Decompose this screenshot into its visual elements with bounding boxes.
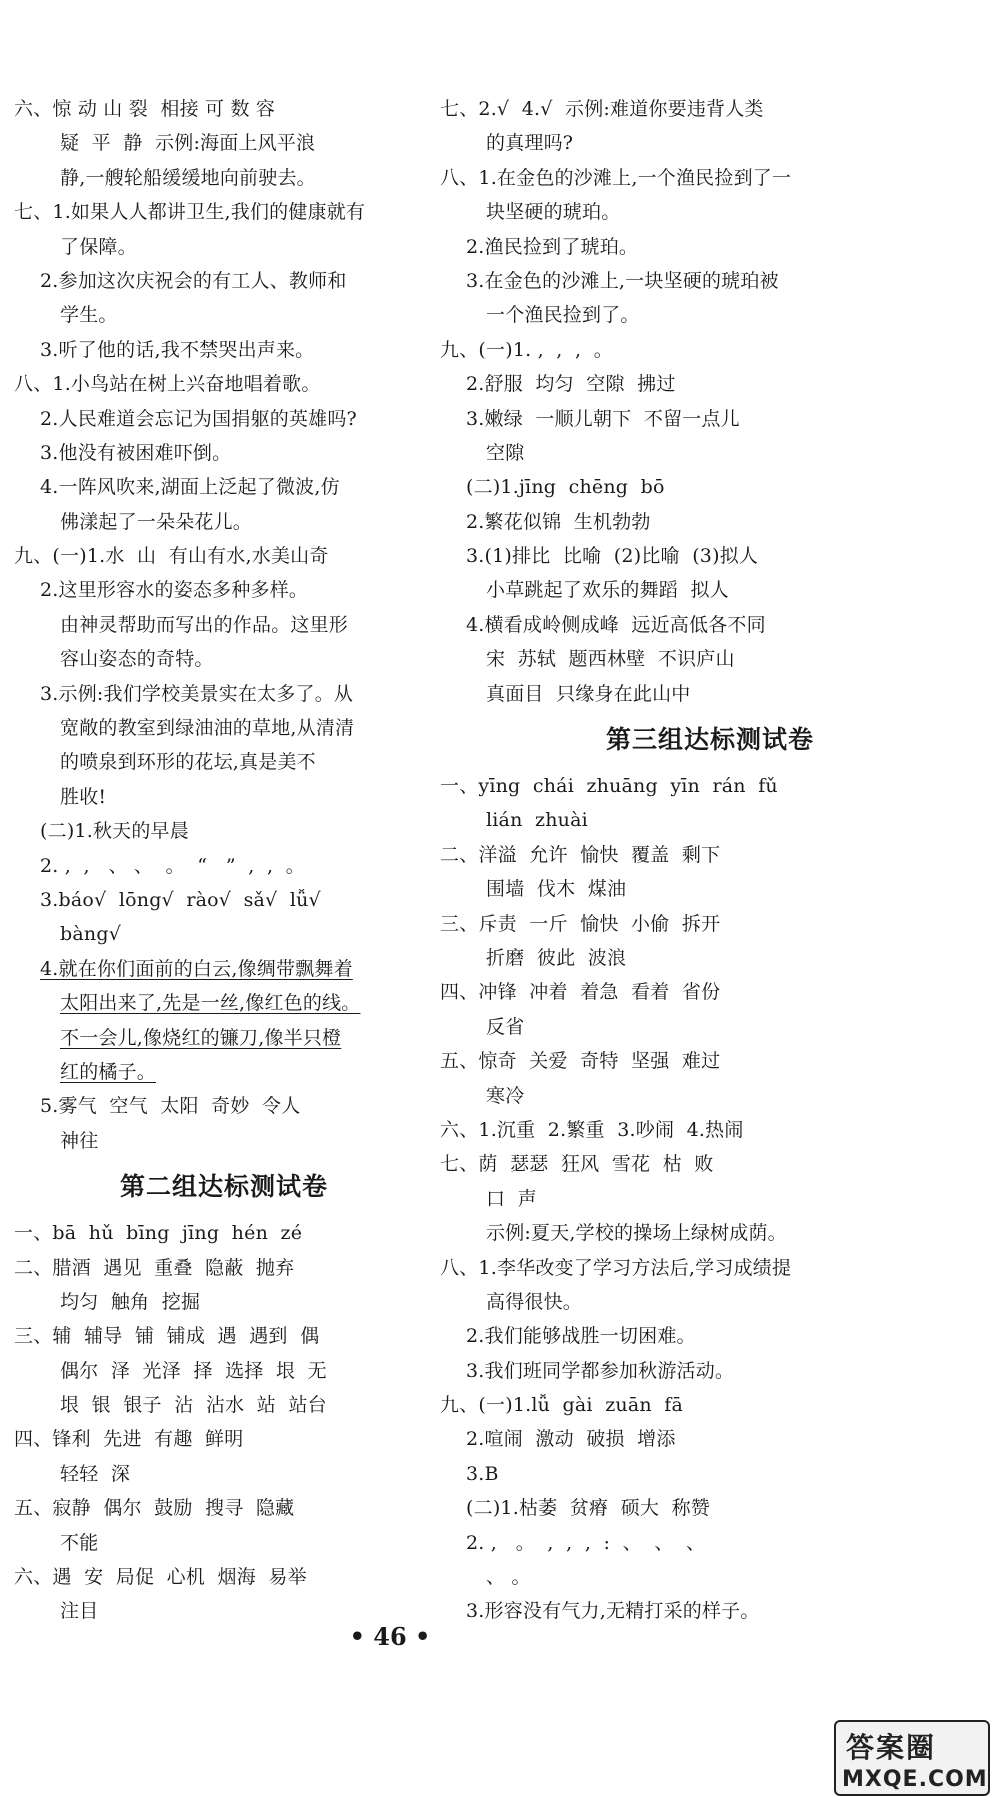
answer-line: 宋 苏轼 题西林壁 不识庐山	[486, 648, 735, 671]
answer-line: 2.渔民捡到了琥珀。	[466, 235, 639, 258]
answer-line: 2.我们能够战胜一切困难。	[466, 1325, 696, 1348]
answer-line: 七、荫 瑟瑟 狂风 雪花 枯 败	[440, 1153, 714, 1176]
right-column	[440, 92, 980, 1629]
answer-line: 注目	[60, 1600, 99, 1623]
answer-line: 2. , , 、 、 。 “ ” , , 。	[40, 854, 305, 877]
answer-line: 五、寂静 偶尔 鼓励 搜寻 隐藏	[14, 1497, 295, 1520]
answer-line: 3.形容没有气力,无精打采的样子。	[466, 1600, 760, 1623]
answer-line: 偶尔 泽 光泽 择 选择 垠 无	[60, 1359, 327, 1382]
answer-line: 围墙 伐木 煤油	[486, 878, 627, 901]
answer-line: 一、yīng chái zhuāng yīn rán fǔ	[440, 775, 778, 798]
answer-line: 2. , 。 , , , : 、 、 、	[466, 1531, 706, 1554]
answer-line: 七、2.√ 4.√ 示例:难道你要违背人类	[440, 98, 764, 120]
answer-line: (二)1.秋天的早晨	[40, 820, 189, 843]
answer-line: 3.báo√ lōng√ rào√ sǎ√ lǚ√	[40, 888, 321, 911]
answer-line: 静,一艘轮船缓缓地向前驶去。	[60, 166, 316, 189]
section-heading: 第二组达标测试卷	[119, 1172, 328, 1202]
answer-line: 3.B	[466, 1462, 499, 1485]
answer-line: 3.在金色的沙滩上,一块坚硬的琥珀被	[466, 269, 779, 292]
answer-line: 七、1.如果人人都讲卫生,我们的健康就有	[14, 201, 366, 224]
answer-line: 三、辅 辅导 铺 铺成 遇 遇到 偶	[14, 1325, 320, 1348]
answer-line: 2.参加这次庆祝会的有工人、教师和	[40, 269, 347, 292]
answer-line: 2.繁花似锦 生机勃勃	[466, 510, 651, 533]
watermark-logo	[834, 1720, 990, 1796]
answer-line: 红的橘子。	[60, 1060, 157, 1083]
answer-line: lián zhuài	[486, 809, 588, 832]
answer-line: 2.喧闹 激动 破损 增添	[466, 1428, 676, 1451]
answer-line: 四、冲锋 冲着 着急 看着 省份	[440, 981, 721, 1004]
answer-line: 二、洋溢 允许 愉快 覆盖 剩下	[440, 843, 721, 866]
watermark-url: MXQE.COM	[842, 1767, 988, 1792]
answer-line: 一个渔民捡到了。	[486, 304, 640, 327]
answer-line: 不一会儿,像烧红的镰刀,像半只橙	[60, 1026, 342, 1049]
answer-line: 小草跳起了欢乐的舞蹈 拟人	[486, 579, 729, 602]
answer-line: 块坚硬的琥珀。	[486, 201, 621, 224]
answer-line: 3.我们班同学都参加秋游活动。	[466, 1359, 735, 1382]
answer-line: 九、(一)1.水 山 有山有水,水美山奇	[14, 545, 329, 568]
answer-line: 4.一阵风吹来,湖面上泛起了微波,仿	[40, 476, 340, 499]
answer-line: 轻轻 深	[60, 1462, 131, 1485]
answer-line: 胜收!	[60, 785, 107, 808]
answer-line: 的真理吗?	[486, 132, 574, 155]
answer-line: 由神灵帮助而写出的作品。这里形	[60, 613, 349, 636]
answer-line: 三、斥责 一斤 愉快 小偷 拆开	[440, 912, 721, 935]
answer-line: (二)1.jīng chēng bō	[466, 476, 665, 499]
section-heading: 第三组达标测试卷	[605, 725, 814, 755]
answer-line: bàng√	[60, 923, 121, 946]
answer-line: 均匀 触角 挖掘	[60, 1290, 201, 1313]
answer-line: 疑 平 静 示例:海面上风平浪	[60, 132, 316, 155]
answer-line: 2.这里形容水的姿态多种多样。	[40, 579, 309, 602]
page-number: • 46 •	[349, 1622, 431, 1651]
answer-line: 、 。	[486, 1566, 531, 1589]
answer-line: 2.舒服 均匀 空隙 拂过	[466, 373, 676, 396]
answer-line: 4.就在你们面前的白云,像绸带飘舞着	[40, 957, 353, 980]
answer-line: 3.听了他的话,我不禁哭出声来。	[40, 338, 315, 361]
answer-line: 真面目 只缘身在此山中	[486, 682, 691, 705]
answer-line: 示例:夏天,学校的操场上绿树成荫。	[486, 1222, 787, 1245]
answer-line: 宽敞的教室到绿油油的草地,从清清	[60, 717, 355, 740]
answer-line: 八、1.在金色的沙滩上,一个渔民捡到了一	[440, 166, 792, 189]
answer-line: 3.他没有被困难吓倒。	[40, 441, 232, 464]
answer-line: 一、bā hǔ bīng jīng hén zé	[14, 1222, 303, 1245]
answer-line: 佛漾起了一朵朵花儿。	[60, 510, 253, 533]
watermark-text: 答案圈	[846, 1731, 937, 1764]
answer-line: 高得很快。	[486, 1290, 583, 1313]
answer-line: 六、遇 安 局促 心机 烟海 易举	[14, 1566, 307, 1589]
answer-line: 反省	[486, 1015, 525, 1038]
answer-line: 神往	[60, 1129, 99, 1152]
answer-line: 空隙	[486, 441, 525, 464]
answer-line: 九、(一)1.lǚ gài zuān fā	[440, 1394, 684, 1417]
answer-line: 九、(一)1. , , , 。	[440, 338, 613, 361]
answer-line: 了保障。	[60, 235, 137, 258]
answer-line: 3.示例:我们学校美景实在太多了。从	[40, 682, 354, 705]
answer-line: 六、惊 动 山 裂 相接 可 数 容	[14, 98, 276, 120]
answer-line: 容山姿态的奇特。	[60, 648, 214, 671]
answer-line: 八、1.李华改变了学习方法后,学习成绩提	[440, 1256, 792, 1279]
answer-line: 口 声	[486, 1187, 537, 1210]
left-column	[14, 92, 434, 1629]
answer-line: (二)1.枯萎 贫瘠 硕大 称赞	[466, 1497, 710, 1520]
answer-line: 学生。	[60, 304, 118, 327]
answer-line: 的喷泉到环形的花坛,真是美不	[60, 751, 316, 774]
answer-line: 2.人民难道会忘记为国捐躯的英雄吗?	[40, 407, 357, 430]
answer-line: 3.嫩绿 一顺儿朝下 不留一点儿	[466, 407, 740, 430]
answer-line: 寒冷	[486, 1084, 525, 1107]
answer-line: 太阳出来了,先是一丝,像红色的线。	[60, 992, 361, 1015]
answer-line: 5.雾气 空气 太阳 奇妙 令人	[40, 1095, 301, 1118]
answer-line: 二、腊酒 遇见 重叠 隐蔽 抛弃	[14, 1256, 295, 1279]
answer-line: 八、1.小鸟站在树上兴奋地唱着歌。	[14, 373, 321, 396]
answer-line: 六、1.沉重 2.繁重 3.吵闹 4.热闹	[440, 1118, 744, 1141]
answer-line: 折磨 彼此 波浪	[486, 946, 627, 969]
answer-line: 3.(1)排比 比喻 (2)比喻 (3)拟人	[466, 545, 759, 568]
answer-line: 垠 银 银子 沾 沾水 站 站台	[60, 1394, 327, 1417]
answer-line: 4.横看成岭侧成峰 远近高低各不同	[466, 613, 766, 636]
answer-line: 四、锋利 先进 有趣 鲜明	[14, 1428, 244, 1451]
answer-line: 不能	[60, 1531, 99, 1554]
answer-line: 五、惊奇 关爱 奇特 坚强 难过	[440, 1050, 721, 1073]
